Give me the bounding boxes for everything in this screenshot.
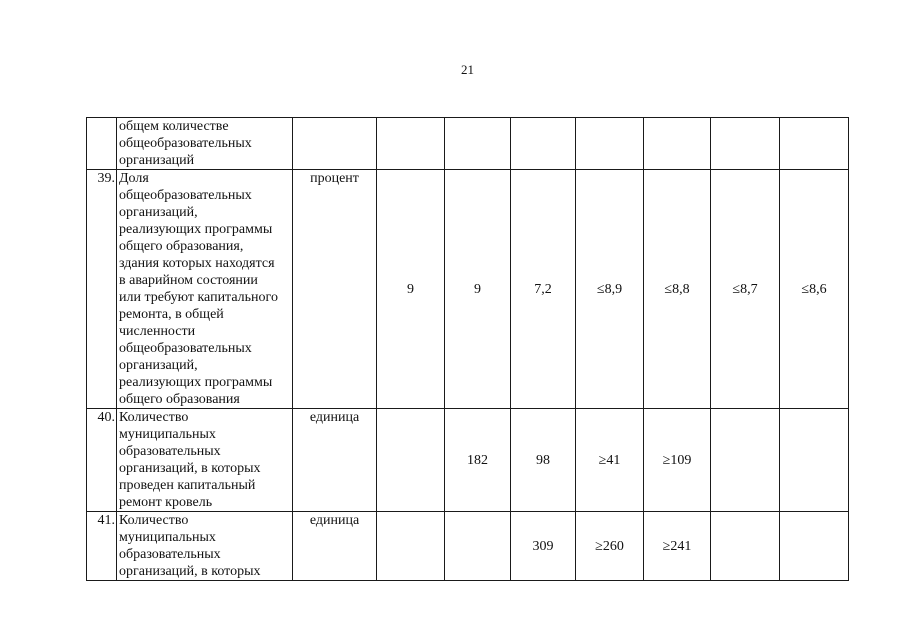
row-number: 39. [87,170,117,409]
value-cell [576,118,644,170]
value-cell: 9 [445,170,511,409]
row-number: 40. [87,409,117,512]
row-number [87,118,117,170]
value-cell [377,118,445,170]
value-cell: ≤8,6 [780,170,849,409]
table-row [87,118,849,170]
value-cell: 98 [511,409,576,512]
value-cell: ≥241 [644,512,711,581]
indicators-table [86,117,849,581]
value-cell: ≥41 [576,409,644,512]
table-row [87,512,849,581]
indicator-name: общем количестве общеобразовательных организаций [117,118,293,170]
value-cell: ≤8,7 [711,170,780,409]
value-cell [780,512,849,581]
value-cell: 7,2 [511,170,576,409]
table-row [87,409,849,512]
value-cell: ≥260 [576,512,644,581]
value-cell [711,409,780,512]
value-cell [644,118,711,170]
value-cell [377,512,445,581]
value-cell: ≤8,8 [644,170,711,409]
value-cell [511,118,576,170]
value-cell [780,409,849,512]
value-cell [445,118,511,170]
value-cell: ≥109 [644,409,711,512]
page-number: 21 [461,62,474,77]
value-cell: 309 [511,512,576,581]
indicator-name: Количество муниципальных образовательных организаций, в которых проведен капитальный ремонт кровель [117,409,293,512]
indicator-name: Доля общеобразовательных организаций, реализующих программы общего образования, здания которых находятся в аварийном состоянии или требуют капитального ремонта, в общей численности общеобразовательных организаций, реализующих программы общего образования [117,170,293,409]
table-row [87,170,849,409]
unit-cell: единица [293,409,377,512]
value-cell [711,118,780,170]
unit-cell: единица [293,512,377,581]
value-cell: ≤8,9 [576,170,644,409]
value-cell [377,409,445,512]
unit-cell: процент [293,170,377,409]
value-cell: 182 [445,409,511,512]
value-cell [445,512,511,581]
row-number: 41. [87,512,117,581]
value-cell [711,512,780,581]
value-cell [780,118,849,170]
value-cell: 9 [377,170,445,409]
unit-cell [293,118,377,170]
indicator-name: Количество муниципальных образовательных организаций, в которых [117,512,293,581]
